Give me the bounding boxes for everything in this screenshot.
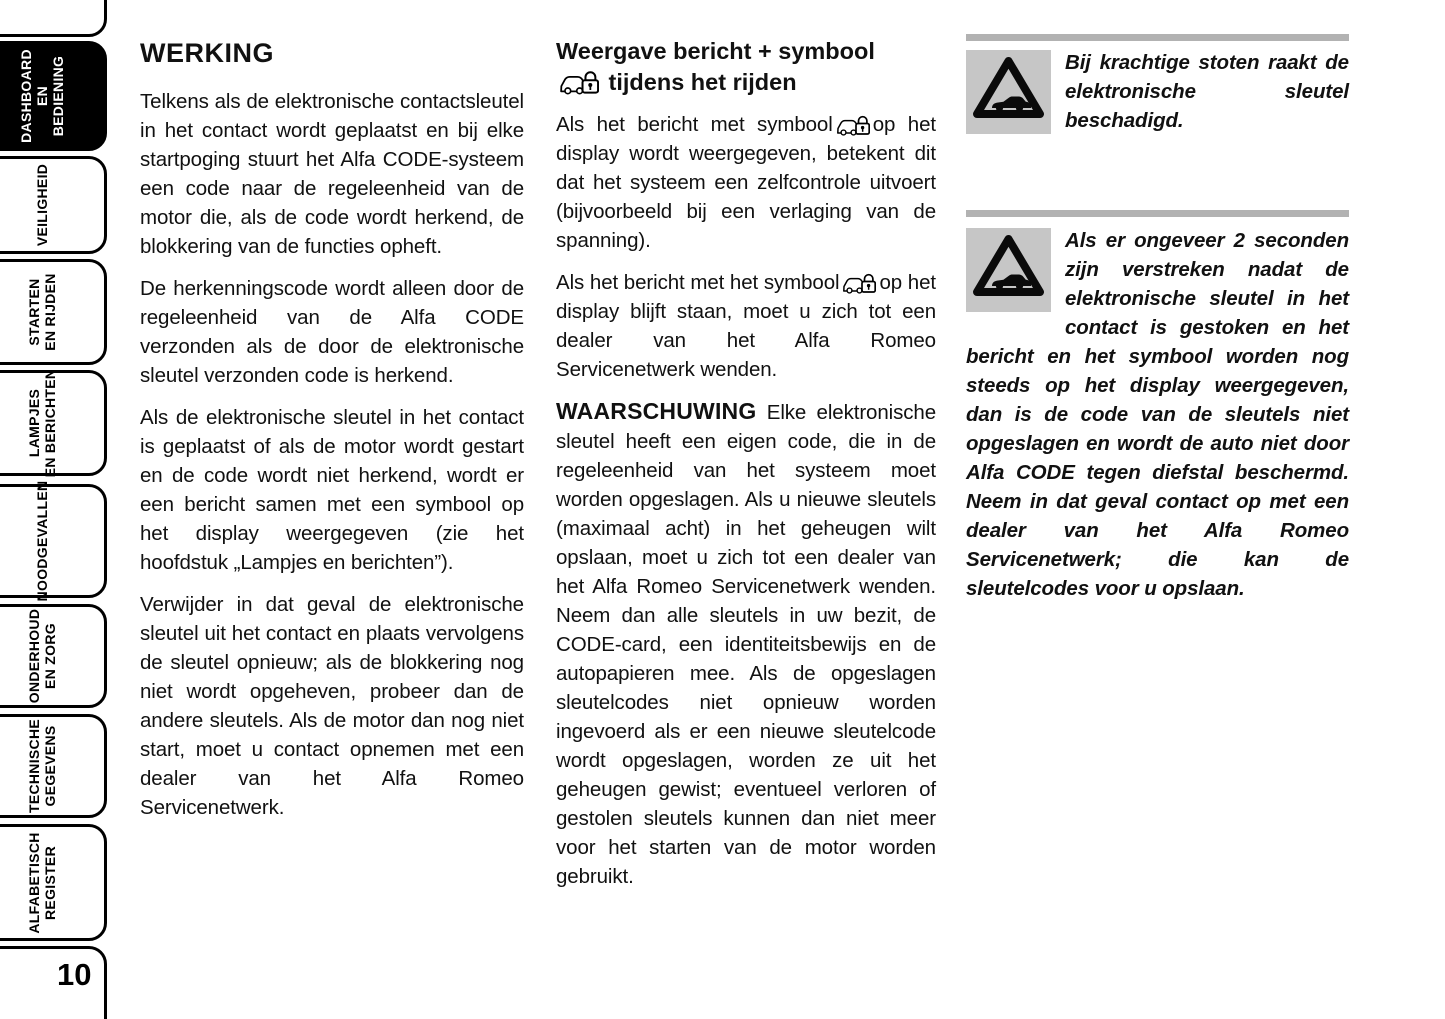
column-warnings (966, 34, 1349, 616)
sidebar-tab-label: VEILIGHEID (33, 163, 50, 247)
divider (966, 34, 1349, 41)
sidebar-tab-technische-gegevens (0, 714, 107, 818)
sidebar-tab-label: DASHBOARD EN BEDIENING (17, 49, 66, 143)
sidebar-tab-label: ONDERHOUD EN ZORG (25, 608, 58, 704)
sidebar-tab-noodgevallen (0, 480, 107, 602)
subsection-heading (556, 36, 936, 98)
sidebar-tab-label: TECHNISCHE GEGEVENS (25, 718, 58, 814)
warning-triangle-icon (966, 228, 1051, 312)
warning-box (966, 34, 1349, 148)
sidebar-tab-lampjes-en-berichten (0, 370, 107, 476)
body-paragraph: Verwijder in dat geval de elektronische sleutel uit het contact en plaats vervolgens de sleutel opnieuw; als de blokkering nog niet wordt opgeheven, probeer dan de andere sleutels. Als de motor dan nog niet start, moet u contact opnemen met een dealer van het Alfa Romeo Servicenetwerk. (140, 593, 524, 819)
subsection-heading-line2: tijdens het rijden (608, 69, 797, 95)
body-paragraph: Telkens als de elektronische contactsleutel in het contact wordt geplaatst en bij elke startpoging stuurt het Alfa CODE-systeem een code naar de regeleenheid van de motor die, als de code wordt herkend, de blokkering van de functies opheft. (140, 90, 524, 258)
warning-box (966, 210, 1349, 616)
column-weergave-bericht (556, 36, 936, 904)
section-heading-werking: WERKING (140, 38, 274, 68)
sidebar-tab-veiligheid (0, 156, 107, 254)
code-key-symbol-icon (559, 69, 599, 95)
warning-text: Als er ongeveer 2 seconden zijn verstreken nadat de elektronische sleutel in het contact is gestoken en het bericht en het symbool worden nog steeds op het display weergegeven, dan is de code van de sleutels niet opgeslagen en wordt de auto niet door Alfa CODE tegen diefstal beschermd. Neem in dat geval contact op met een dealer van het Alfa Romeo Servicenetwerk; die kan de sleutelcodes voor u opslaan. (966, 229, 1349, 600)
column-werking (140, 36, 524, 835)
subsection-heading-line1: Weergave bericht + symbool (556, 38, 875, 64)
code-key-symbol-icon (842, 272, 876, 294)
page-number-box (0, 946, 107, 1019)
warning-text: Bij krachtige stoten raakt de elektronische sleutel beschadigd. (1065, 51, 1349, 132)
sidebar-tab-label: LAMPJES EN BERICHTEN (25, 368, 58, 478)
code-key-symbol-icon (836, 114, 870, 136)
warning-paragraph: WAARSCHUWING Elke elektronische sleutel heeft een eigen code, die in de regeleenheid van het systeem moet worden opgeslagen. Als u nieuwe sleutels (maximaal acht) in het geheugen wilt opslaan, moet u zich tot een dealer van het Alfa Romeo Servicenetwerk wenden. Neem dan alle sleutels in uw bezit, de CODE-card, een identiteitsbewijs en de autopapieren mee. Als de opgeslagen sleutelcodes niet opnieuw worden ingevoerd als er een nieuwe sleutelcode wordt opgeslagen, worden ze uit het geheugen gewist; eventueel verloren of gestolen sleutels kunnen dan niet meer voor het starten van de motor worden gebruikt. (556, 398, 936, 888)
sidebar-tab-label: NOODGEVALLEN (33, 480, 50, 602)
sidebar-tab-starten-en-rijden (0, 259, 107, 365)
page-number: 10 (57, 957, 92, 992)
warning-triangle-icon (966, 50, 1051, 134)
body-paragraph: Als het bericht met symbool op het display wordt weergegeven, betekent dit dat het systeem een zelfcontrole uitvoert (bijvoorbeeld bij een verlaging van de spanning). (556, 113, 936, 252)
body-paragraph: Als de elektronische sleutel in het contact is geplaatst of als de motor wordt gestart en de code wordt niet herkend, wordt er een bericht samen met een symbool op het display weergegeven (zie het hoofdstuk „Lampjes en berichten”). (140, 406, 524, 574)
body-paragraph: De herkenningscode wordt alleen door de regeleenheid van de Alfa CODE verzonden als de door de elektronische sleutel verzonden code is herkend. (140, 277, 524, 387)
divider (966, 210, 1349, 217)
warning-runin-label: WAARSCHUWING (556, 398, 757, 424)
sidebar-tab-partial (0, 0, 107, 37)
sidebar-tab-label: STARTEN EN RIJDEN (25, 273, 58, 351)
sidebar-tab-onderhoud-en-zorg (0, 604, 107, 708)
body-paragraph: Als het bericht met het symbool op het display blijft staan, moet u zich tot een dealer van het Alfa Romeo Servicenetwerk wenden. (556, 271, 936, 381)
sidebar-tab-alfabetisch-register (0, 824, 107, 941)
sidebar-tab-label: ALFABETISCH REGISTER (25, 831, 58, 934)
sidebar-tab-dashboard-en-bediening (0, 41, 107, 151)
